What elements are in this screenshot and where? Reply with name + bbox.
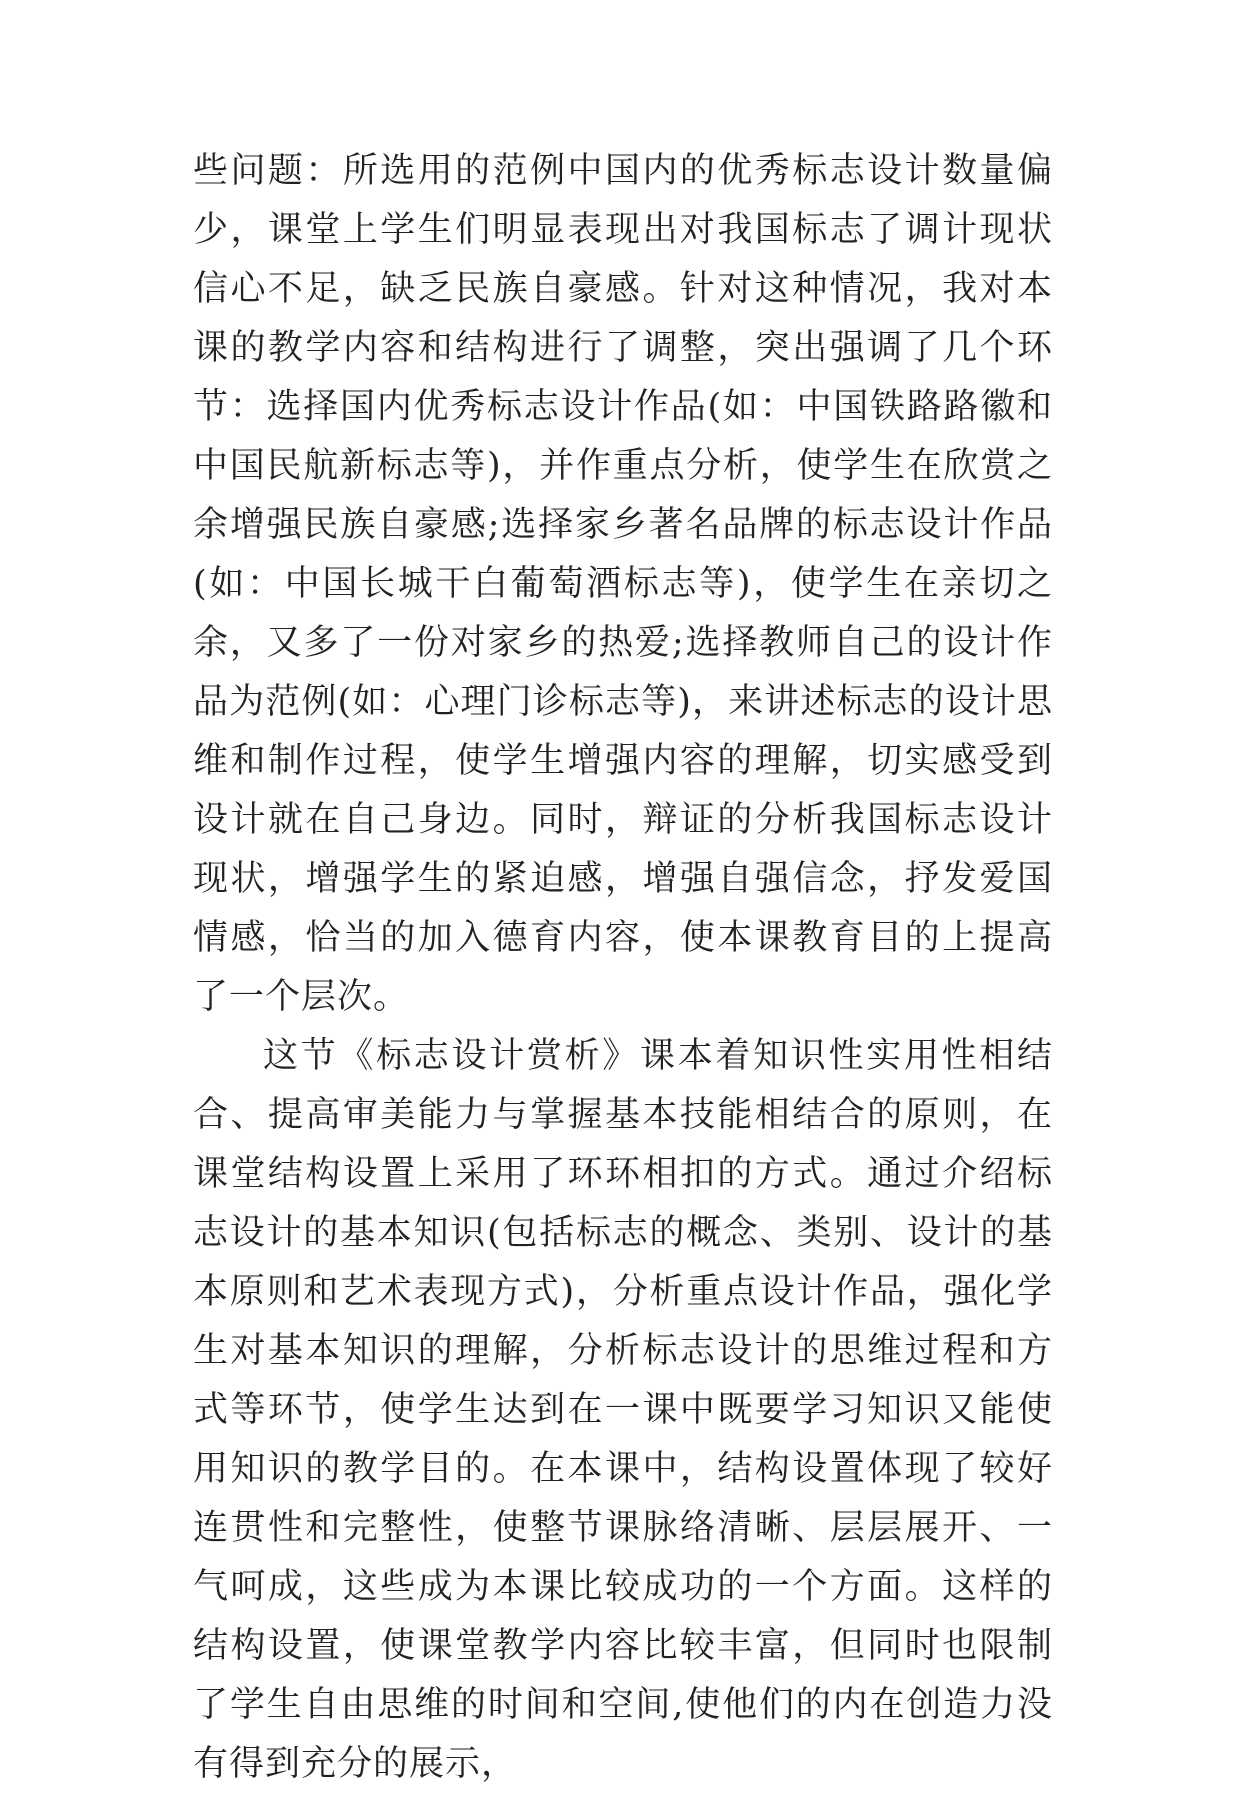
paragraph-continued: 些问题：所选用的范例中国内的优秀标志设计数量偏少，课堂上学生们明显表现出对我国标志了调计现状信心不足，缺乏民族自豪感。针对这种情况，我对本课的教学内容和结构进行了调整，突出强调了几个环节：选择国内优秀标志设计作品(如：中国铁路路徽和中国民航新标志等)，并作重点分析，使学生在欣赏之余增强民族自豪感;选择家乡著名品牌的标志设计作品(如：中国长城干白葡萄酒标志等)，使学生在亲切之余，又多了一份对家乡的热爱;选择教师自己的设计作品为范例(如：心理门诊标志等)，来讲述标志的设计思维和制作过程，使学生增强内容的理解，切实感受到设计就在自己身边。同时，辩证的分析我国标志设计现状，增强学生的紧迫感，增强自强信念，抒发爱国情感，恰当的加入德育内容，使本课教育目的上提高了一个层次。 [193, 151, 1053, 1017]
document-body [193, 142, 1053, 1794]
paragraph-lesson-structure: 这节《标志设计赏析》课本着知识性实用性相结合、提高审美能力与掌握基本技能相结合的原则，在课堂结构设置上采用了环环相扣的方式。通过介绍标志设计的基本知识(包括标志的概念、类别、设计的基本原则和艺术表现方式)，分析重点设计作品，强化学生对基本知识的理解，分析标志设计的思维过程和方式等环节，使学生达到在一课中既要学习知识又能使用知识的教学目的。在本课中，结构设置体现了较好连贯性和完整性，使整节课脉络清晰、层层展开、一气呵成，这些成为本课比较成功的一个方面。这样的结构设置，使课堂教学内容比较丰富，但同时也限制了学生自由思维的时间和空间,使他们的内在创造力没有得到充分的展示， [193, 1036, 1053, 1784]
